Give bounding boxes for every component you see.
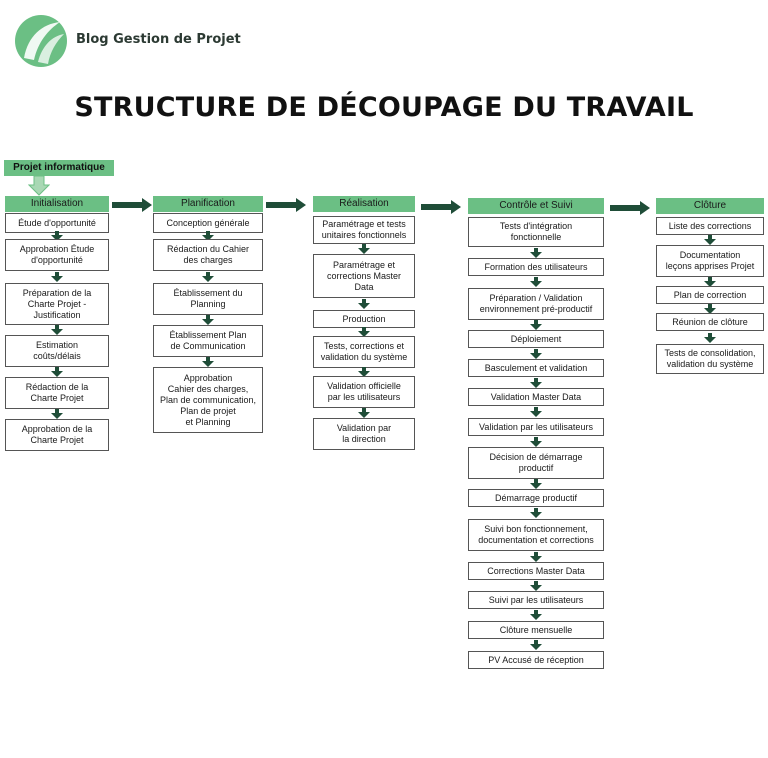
task-box: Validation par la direction — [313, 418, 415, 450]
down-arrow-icon — [530, 479, 542, 489]
task-box: Plan de correction — [656, 286, 764, 304]
down-arrow-icon — [704, 304, 716, 314]
right-arrow-icon — [112, 198, 152, 212]
phase-header: Réalisation — [313, 196, 415, 212]
down-arrow-icon — [530, 552, 542, 562]
task-box: PV Accusé de réception — [468, 651, 604, 669]
task-box: Suivi par les utilisateurs — [468, 591, 604, 609]
right-arrow-icon — [610, 201, 650, 215]
task-box: Approbation Cahier des charges, Plan de communication, Plan de projet et Planning — [153, 367, 263, 433]
task-box: Clôture mensuelle — [468, 621, 604, 639]
down-arrow-icon — [530, 437, 542, 447]
down-arrow-icon — [530, 610, 542, 620]
down-arrow-icon — [530, 407, 542, 417]
task-box: Tests d'intégration fonctionnelle — [468, 217, 604, 247]
down-arrow-icon — [704, 333, 716, 343]
down-arrow-icon — [530, 277, 542, 287]
down-arrow-icon — [530, 349, 542, 359]
right-arrow-icon — [266, 198, 306, 212]
task-box: Conception générale — [153, 213, 263, 233]
down-arrow-icon — [704, 235, 716, 245]
down-arrow-icon — [202, 272, 214, 282]
task-box: Décision de démarrage productif — [468, 447, 604, 479]
task-box: Formation des utilisateurs — [468, 258, 604, 276]
task-box: Validation Master Data — [468, 388, 604, 406]
right-arrow-icon — [421, 200, 461, 214]
task-box: Basculement et validation — [468, 359, 604, 377]
task-box: Réunion de clôture — [656, 313, 764, 331]
task-box: Corrections Master Data — [468, 562, 604, 580]
down-arrow-icon — [51, 325, 63, 335]
root-node: Projet informatique — [4, 160, 114, 176]
down-arrow-icon — [51, 409, 63, 419]
task-box: Rédaction du Cahier des charges — [153, 239, 263, 271]
down-arrow-icon — [530, 581, 542, 591]
task-box: Étude d'opportunité — [5, 213, 109, 233]
task-box: Préparation / Validation environnement pré-productif — [468, 288, 604, 320]
task-box: Validation par les utilisateurs — [468, 418, 604, 436]
task-box: Production — [313, 310, 415, 328]
down-arrow-icon — [530, 508, 542, 518]
task-box: Approbation de la Charte Projet — [5, 419, 109, 451]
brand-name: Blog Gestion de Projet — [76, 32, 241, 47]
task-box: Paramétrage et tests unitaires fonctionnels — [313, 216, 415, 244]
down-arrow-icon — [704, 277, 716, 287]
task-box: Suivi bon fonctionnement, documentation et corrections — [468, 519, 604, 551]
task-box: Établissement Plan de Communication — [153, 325, 263, 357]
down-arrow-icon — [530, 378, 542, 388]
task-box: Établissement du Planning — [153, 283, 263, 315]
down-arrow-icon — [51, 367, 63, 377]
phase-header: Contrôle et Suivi — [468, 198, 604, 214]
leaf-logo-icon — [14, 14, 68, 68]
task-box: Documentation leçons apprises Projet — [656, 245, 764, 277]
down-arrow-icon — [51, 272, 63, 282]
task-box: Validation officielle par les utilisateurs — [313, 376, 415, 408]
down-arrow-icon — [358, 244, 370, 254]
task-box: Rédaction de la Charte Projet — [5, 377, 109, 409]
task-box: Démarrage productif — [468, 489, 604, 507]
down-arrow-icon — [358, 299, 370, 309]
down-arrow-icon — [358, 408, 370, 418]
down-arrow-icon — [530, 640, 542, 650]
phase-header: Initialisation — [5, 196, 109, 212]
task-box: Liste des corrections — [656, 217, 764, 235]
down-arrow-icon — [530, 248, 542, 258]
page-title: STRUCTURE DE DÉCOUPAGE DU TRAVAIL — [74, 92, 694, 123]
task-box: Estimation coûts/délais — [5, 335, 109, 367]
down-arrow-icon — [202, 315, 214, 325]
root-down-arrow-icon — [28, 176, 50, 196]
task-box: Préparation de la Charte Projet - Justification — [5, 283, 109, 325]
task-box: Tests de consolidation, validation du système — [656, 344, 764, 374]
task-box: Déploiement — [468, 330, 604, 348]
down-arrow-icon — [202, 357, 214, 367]
down-arrow-icon — [530, 320, 542, 330]
task-box: Approbation Étude d'opportunité — [5, 239, 109, 271]
phase-header: Planification — [153, 196, 263, 212]
task-box: Paramétrage et corrections Master Data — [313, 254, 415, 298]
task-box: Tests, corrections et validation du système — [313, 336, 415, 368]
phase-header: Clôture — [656, 198, 764, 214]
